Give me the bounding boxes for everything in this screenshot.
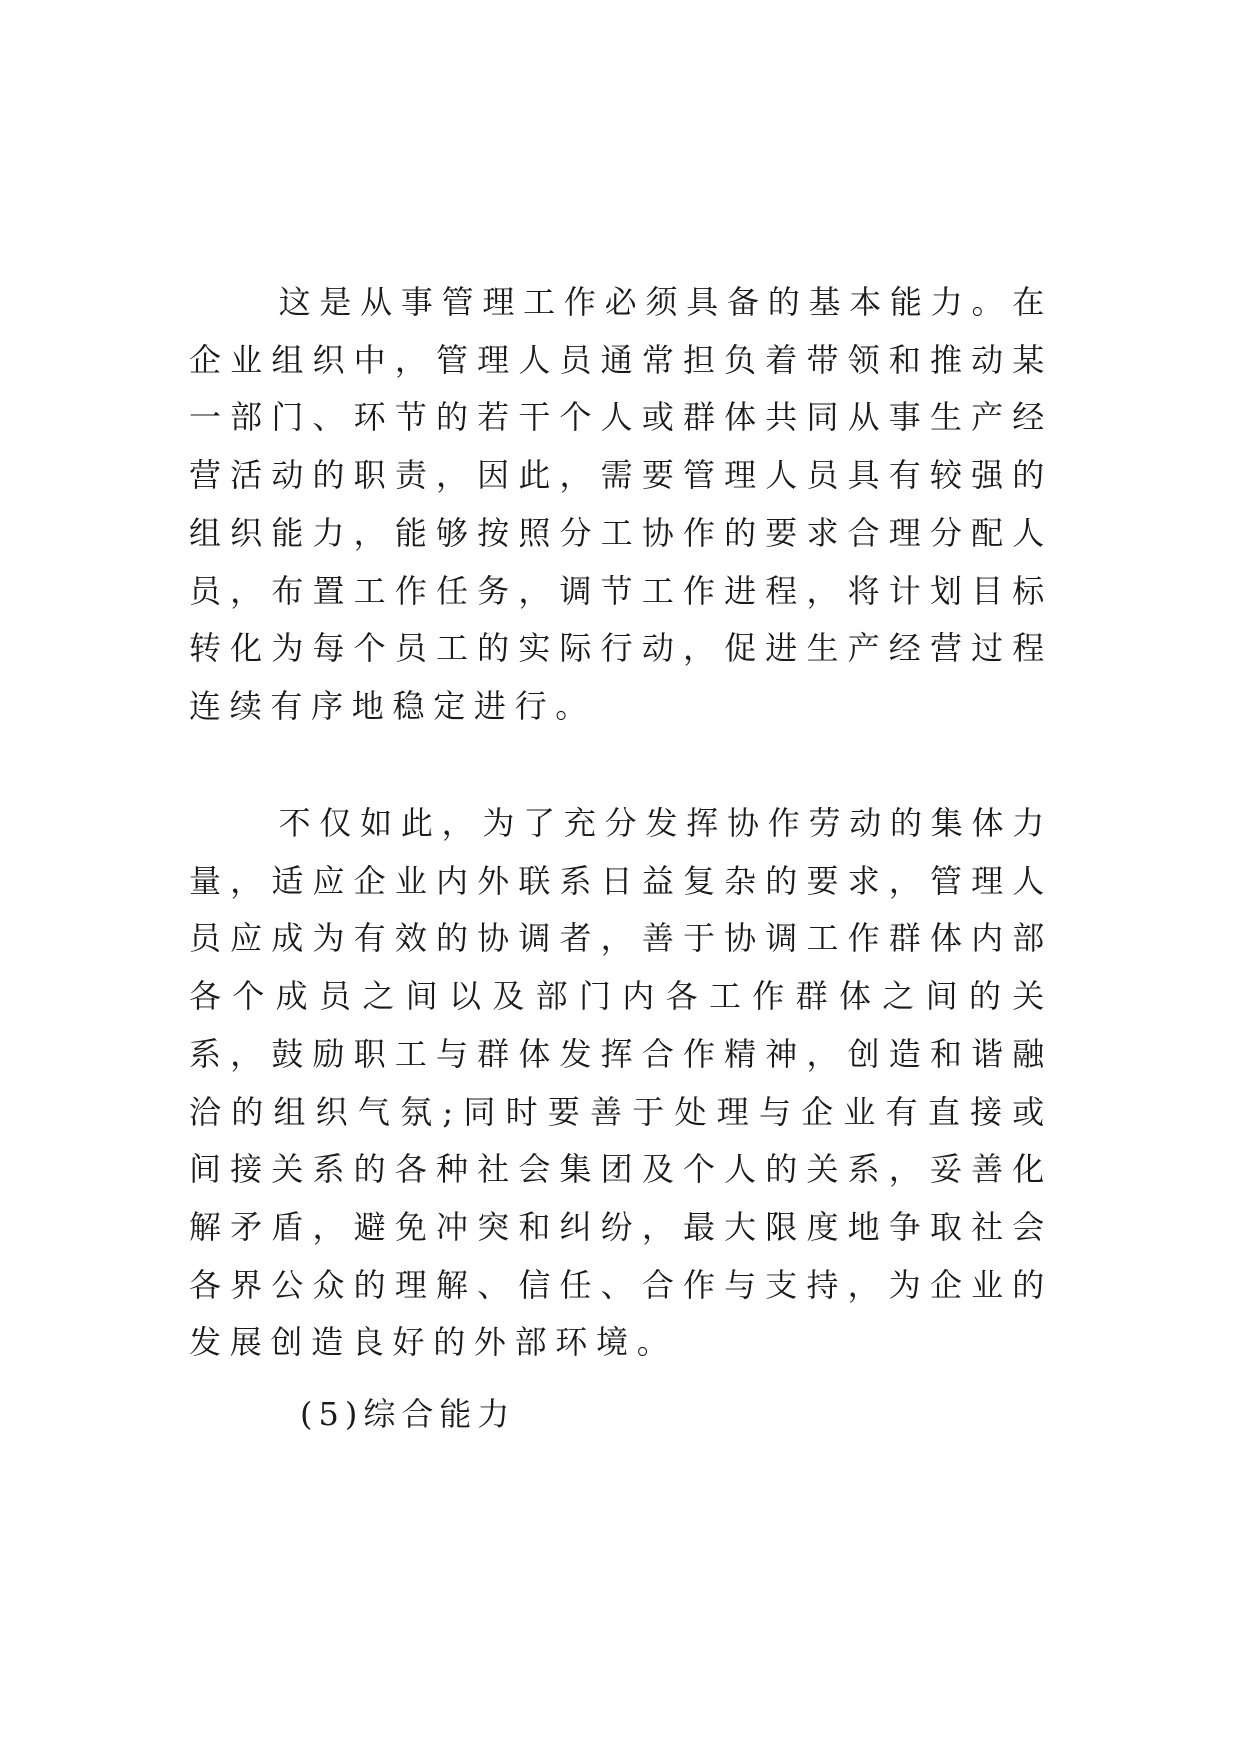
section-heading: (5)综合能力 [300, 1395, 516, 1433]
body-paragraph: 这是从事管理工作必须具备的基本能力。在企业组织中，管理人员通常担负着带领和推动某一部门、环节的若干个人或群体共同从事生产经营活动的职责，因此，需要管理人员具有较强的组织能力，能够按照分工协作的要求合理分配人员，布置工作任务，调节工作进程，将计划目标转化为每个员工的实际行动，促进生产经营过程连续有序地稳定进行。 [189, 283, 1053, 725]
body-paragraph: 不仅如此，为了充分发挥协作劳动的集体力量，适应企业内外联系日益复杂的要求，管理人员应成为有效的协调者，善于协调工作群体内部各个成员之间以及部门内各工作群体之间的关系，鼓励职工与群体发挥合作精神，创造和谐融洽的组织气氛;同时要善于处理与企业有直接或间接关系的各种社会集团及个人的关系，妥善化解矛盾，避免冲突和纠纷，最大限度地争取社会各界公众的理解、信任、合作与支持，为企业的发展创造良好的外部环境。 [189, 804, 1053, 1362]
